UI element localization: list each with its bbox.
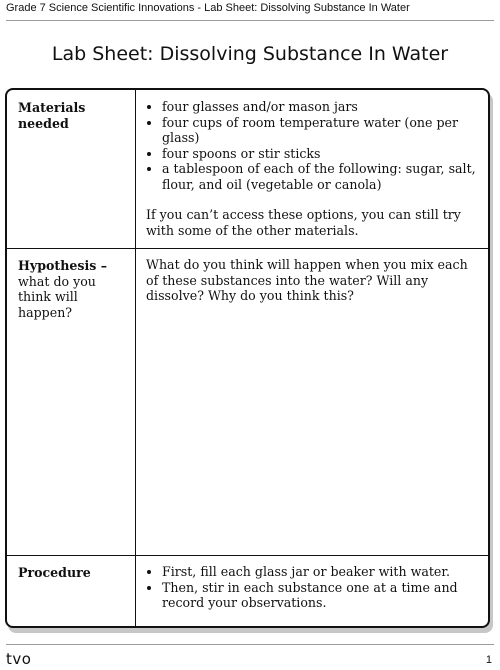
footer-divider [6,644,494,645]
materials-item: • four glasses and/or mason jars [162,99,478,115]
hypothesis-label-rest: what do you think will happen? [18,273,96,320]
materials-label-cell [7,90,136,248]
materials-label: Materials needed [18,100,86,131]
running-header: Grade 7 Science Scientific Innovations - Lab Sheet: Dissolving Substance In Water [6,2,410,14]
procedure-list [146,564,478,611]
page-title: Lab Sheet: Dissolving Substance In Water [51,43,449,65]
materials-note: If you can’t access these options, you can still try with some of the other materials. [146,207,461,238]
hypothesis-prompt: What do you think will happen when you mix each of these substances into the water? Will any dissolve? Why do you think this? [146,257,468,303]
header-divider [6,20,494,21]
tvo-logo: tvo [6,650,32,668]
procedure-label-cell [7,555,136,626]
hypothesis-label-cell [7,248,136,555]
lab-sheet-table [5,88,490,628]
page-number: 1 [485,654,492,666]
materials-item: • four cups of room temperature water (one per glass) [162,115,478,146]
materials-row [7,90,488,249]
materials-item: • a tablespoon of each of the following: sugar, salt, flour, and oil (vegetable or canola) [162,161,478,192]
hypothesis-label-bold: Hypothesis – [18,258,108,273]
hypothesis-answer-area[interactable] [136,248,488,555]
procedure-content-cell [136,555,488,626]
procedure-step: • First, fill each glass jar or beaker with water. [162,564,478,580]
procedure-step: • Then, stir in each substance one at a time and record your observations. [162,580,478,611]
hypothesis-row [7,248,488,556]
procedure-label: Procedure [18,565,91,580]
procedure-row [7,555,488,626]
materials-content-cell [136,90,488,248]
materials-item: • four spoons or stir sticks [162,146,478,162]
materials-list [146,99,478,192]
